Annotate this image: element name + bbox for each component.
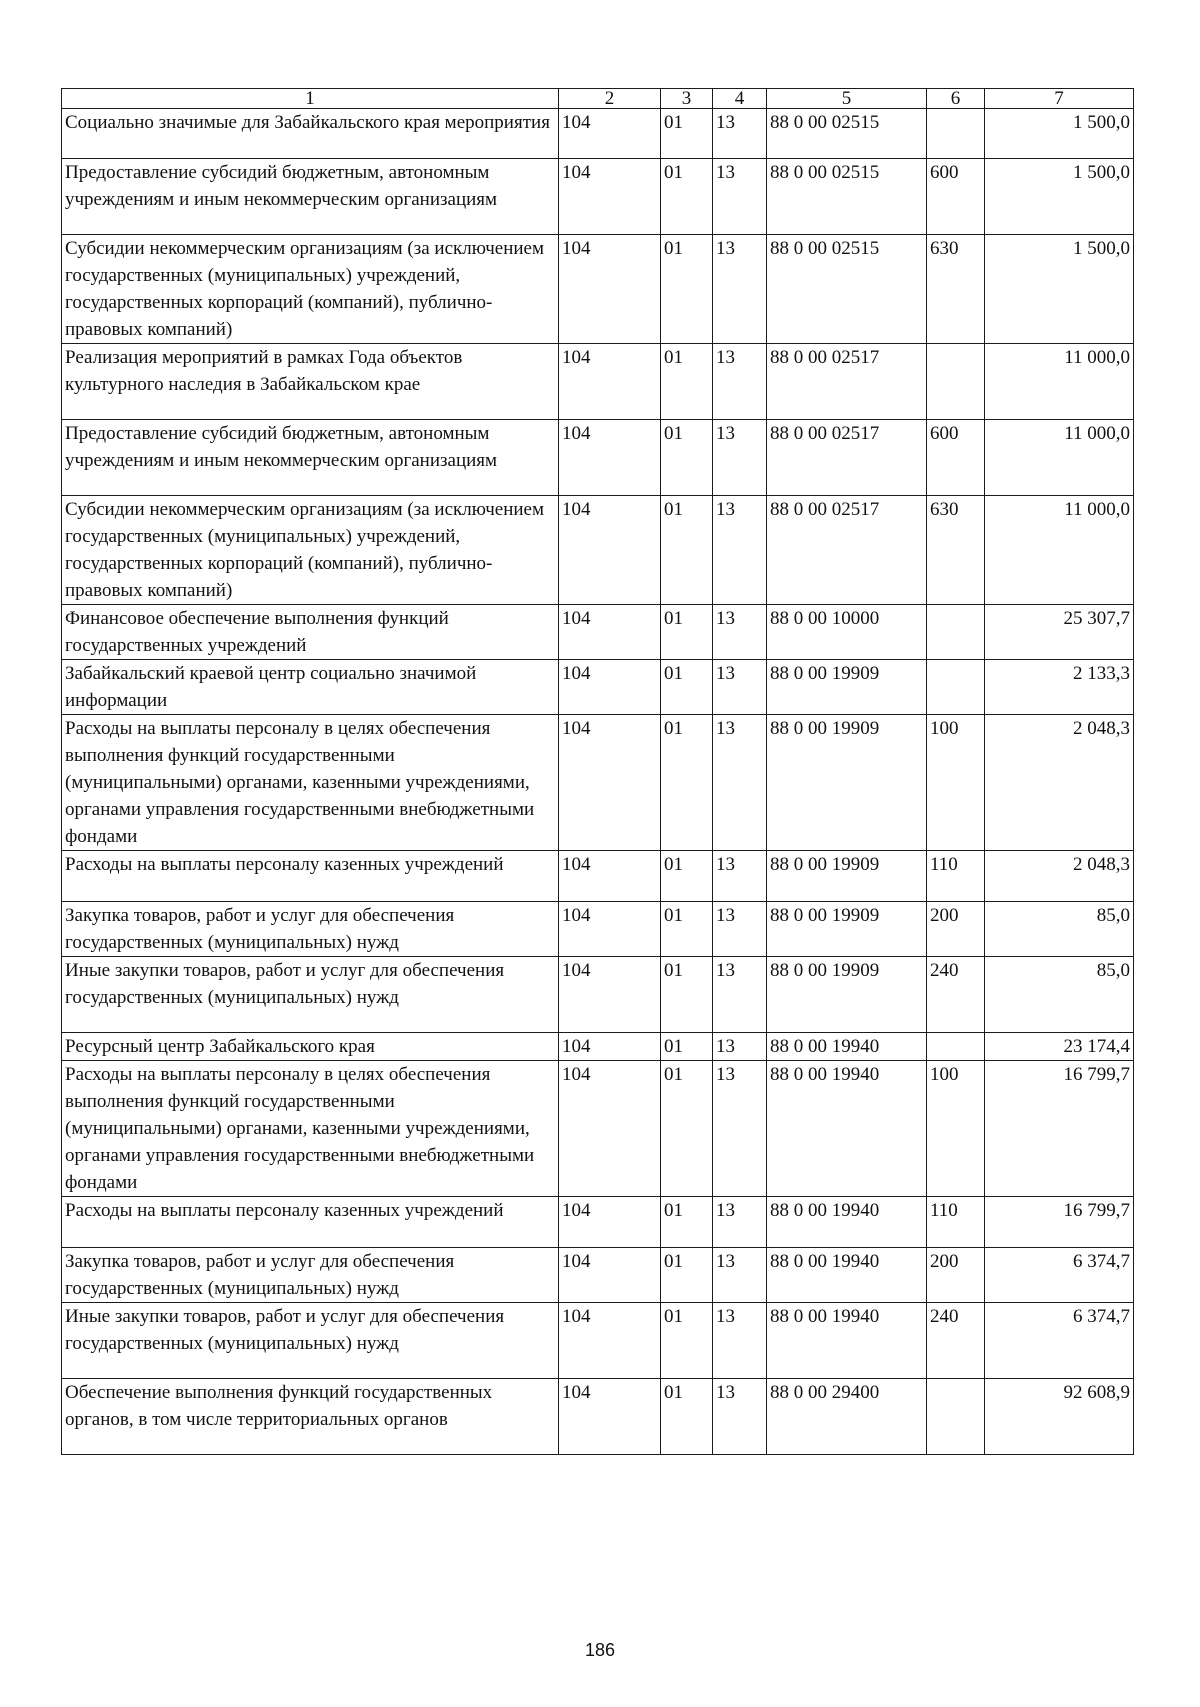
subsection-detail-cell: 13: [713, 159, 767, 235]
amount-cell: 85,0: [985, 957, 1134, 1033]
subsection-code-cell: 01: [661, 660, 713, 715]
expense-type-cell: [927, 660, 985, 715]
row-name-cell: Предоставление субсидий бюджетным, автономным учреждениям и иным некоммерческим организациям: [62, 420, 559, 496]
subsection-code-cell: 01: [661, 1033, 713, 1061]
target-article-cell: 88 0 00 19909: [767, 660, 927, 715]
target-article-cell: 88 0 00 02515: [767, 159, 927, 235]
table-row: [62, 109, 1134, 159]
subsection-detail-cell: 13: [713, 660, 767, 715]
table-row: [62, 1197, 1134, 1248]
target-article-cell: 88 0 00 02517: [767, 496, 927, 605]
table-header-row: [62, 89, 1134, 109]
amount-cell: 25 307,7: [985, 605, 1134, 660]
header-cell: 1: [62, 89, 559, 109]
subsection-detail-cell: 13: [713, 1197, 767, 1248]
amount-cell: 1 500,0: [985, 235, 1134, 344]
expense-type-cell: [927, 1033, 985, 1061]
expense-type-cell: [927, 605, 985, 660]
section-code-cell: 104: [559, 1379, 661, 1455]
section-code-cell: 104: [559, 159, 661, 235]
target-article-cell: 88 0 00 19940: [767, 1061, 927, 1197]
subsection-detail-cell: 13: [713, 109, 767, 159]
subsection-code-cell: 01: [661, 605, 713, 660]
row-name-cell: Забайкальский краевой центр социально значимой информации: [62, 660, 559, 715]
target-article-cell: 88 0 00 19909: [767, 715, 927, 851]
target-article-cell: 88 0 00 19909: [767, 902, 927, 957]
table-row: [62, 957, 1134, 1033]
row-name-cell: Иные закупки товаров, работ и услуг для обеспечения государственных (муниципальных) нужд: [62, 957, 559, 1033]
target-article-cell: 88 0 00 29400: [767, 1379, 927, 1455]
subsection-detail-cell: 13: [713, 1379, 767, 1455]
section-code-cell: 104: [559, 1033, 661, 1061]
target-article-cell: 88 0 00 19940: [767, 1303, 927, 1379]
table-row: [62, 660, 1134, 715]
header-cell: 2: [559, 89, 661, 109]
amount-cell: 16 799,7: [985, 1061, 1134, 1197]
subsection-detail-cell: 13: [713, 420, 767, 496]
target-article-cell: 88 0 00 19940: [767, 1197, 927, 1248]
subsection-detail-cell: 13: [713, 1248, 767, 1303]
subsection-detail-cell: 13: [713, 344, 767, 420]
amount-cell: 2 133,3: [985, 660, 1134, 715]
section-code-cell: 104: [559, 344, 661, 420]
subsection-detail-cell: 13: [713, 1033, 767, 1061]
page-number: 186: [584, 1640, 616, 1660]
table-row: [62, 159, 1134, 235]
row-name-cell: Расходы на выплаты персоналу казенных учреждений: [62, 851, 559, 902]
amount-cell: 6 374,7: [985, 1248, 1134, 1303]
target-article-cell: 88 0 00 10000: [767, 605, 927, 660]
expense-type-cell: 240: [927, 957, 985, 1033]
section-code-cell: 104: [559, 660, 661, 715]
expense-type-cell: [927, 344, 985, 420]
section-code-cell: 104: [559, 1303, 661, 1379]
target-article-cell: 88 0 00 19909: [767, 851, 927, 902]
section-code-cell: 104: [559, 851, 661, 902]
table-row: [62, 344, 1134, 420]
amount-cell: 16 799,7: [985, 1197, 1134, 1248]
header-cell: 4: [713, 89, 767, 109]
subsection-code-cell: 01: [661, 851, 713, 902]
amount-cell: 11 000,0: [985, 344, 1134, 420]
amount-cell: 2 048,3: [985, 851, 1134, 902]
row-name-cell: Обеспечение выполнения функций государственных органов, в том числе территориальных органов: [62, 1379, 559, 1455]
target-article-cell: 88 0 00 19940: [767, 1033, 927, 1061]
table-row: [62, 1061, 1134, 1197]
subsection-detail-cell: 13: [713, 851, 767, 902]
expense-type-cell: 630: [927, 235, 985, 344]
section-code-cell: 104: [559, 902, 661, 957]
table-row: [62, 851, 1134, 902]
row-name-cell: Закупка товаров, работ и услуг для обеспечения государственных (муниципальных) нужд: [62, 902, 559, 957]
subsection-detail-cell: 13: [713, 1061, 767, 1197]
row-name-cell: Субсидии некоммерческим организациям (за исключением государственных (муниципальных) учреждений, государственных корпораций (компаний), публично-правовых компаний): [62, 496, 559, 605]
amount-cell: 92 608,9: [985, 1379, 1134, 1455]
subsection-code-cell: 01: [661, 235, 713, 344]
section-code-cell: 104: [559, 957, 661, 1033]
target-article-cell: 88 0 00 02517: [767, 344, 927, 420]
header-cell: 6: [927, 89, 985, 109]
amount-cell: 1 500,0: [985, 159, 1134, 235]
amount-cell: 11 000,0: [985, 420, 1134, 496]
subsection-code-cell: 01: [661, 902, 713, 957]
subsection-detail-cell: 13: [713, 496, 767, 605]
expense-type-cell: 110: [927, 1197, 985, 1248]
subsection-detail-cell: 13: [713, 715, 767, 851]
target-article-cell: 88 0 00 02515: [767, 235, 927, 344]
subsection-code-cell: 01: [661, 1248, 713, 1303]
section-code-cell: 104: [559, 1248, 661, 1303]
expense-type-cell: 200: [927, 902, 985, 957]
header-cell: 3: [661, 89, 713, 109]
amount-cell: 1 500,0: [985, 109, 1134, 159]
target-article-cell: 88 0 00 02517: [767, 420, 927, 496]
subsection-detail-cell: 13: [713, 605, 767, 660]
section-code-cell: 104: [559, 109, 661, 159]
table-row: [62, 420, 1134, 496]
target-article-cell: 88 0 00 19909: [767, 957, 927, 1033]
section-code-cell: 104: [559, 496, 661, 605]
row-name-cell: Субсидии некоммерческим организациям (за исключением государственных (муниципальных) учреждений, государственных корпораций (компаний), публично-правовых компаний): [62, 235, 559, 344]
section-code-cell: 104: [559, 420, 661, 496]
header-cell: 5: [767, 89, 927, 109]
table-row: [62, 715, 1134, 851]
amount-cell: 23 174,4: [985, 1033, 1134, 1061]
row-name-cell: Расходы на выплаты персоналу в целях обеспечения выполнения функций государственными (муниципальными) органами, казенными учреждениями, органами управления государственными внебюджетными фондами: [62, 715, 559, 851]
expense-type-cell: 200: [927, 1248, 985, 1303]
table-row: [62, 1303, 1134, 1379]
table-row: [62, 1248, 1134, 1303]
row-name-cell: Закупка товаров, работ и услуг для обеспечения государственных (муниципальных) нужд: [62, 1248, 559, 1303]
subsection-code-cell: 01: [661, 1197, 713, 1248]
table-row: [62, 235, 1134, 344]
amount-cell: 85,0: [985, 902, 1134, 957]
row-name-cell: Иные закупки товаров, работ и услуг для обеспечения государственных (муниципальных) нужд: [62, 1303, 559, 1379]
row-name-cell: Расходы на выплаты персоналу казенных учреждений: [62, 1197, 559, 1248]
amount-cell: 6 374,7: [985, 1303, 1134, 1379]
expense-type-cell: 600: [927, 159, 985, 235]
subsection-detail-cell: 13: [713, 1303, 767, 1379]
row-name-cell: Социально значимые для Забайкальского края мероприятия: [62, 109, 559, 159]
expense-type-cell: 240: [927, 1303, 985, 1379]
row-name-cell: Ресурсный центр Забайкальского края: [62, 1033, 559, 1061]
table-row: [62, 496, 1134, 605]
subsection-detail-cell: 13: [713, 902, 767, 957]
target-article-cell: 88 0 00 19940: [767, 1248, 927, 1303]
section-code-cell: 104: [559, 1197, 661, 1248]
expense-type-cell: 100: [927, 715, 985, 851]
subsection-code-cell: 01: [661, 957, 713, 1033]
amount-cell: 11 000,0: [985, 496, 1134, 605]
expense-type-cell: 600: [927, 420, 985, 496]
expense-type-cell: 110: [927, 851, 985, 902]
section-code-cell: 104: [559, 235, 661, 344]
subsection-code-cell: 01: [661, 159, 713, 235]
amount-cell: 2 048,3: [985, 715, 1134, 851]
section-code-cell: 104: [559, 715, 661, 851]
table-row: [62, 1033, 1134, 1061]
subsection-code-cell: 01: [661, 344, 713, 420]
budget-table: [61, 88, 1134, 1455]
subsection-detail-cell: 13: [713, 957, 767, 1033]
subsection-code-cell: 01: [661, 1303, 713, 1379]
row-name-cell: Предоставление субсидий бюджетным, автономным учреждениям и иным некоммерческим организациям: [62, 159, 559, 235]
table-row: [62, 605, 1134, 660]
subsection-code-cell: 01: [661, 496, 713, 605]
table-row: [62, 902, 1134, 957]
row-name-cell: Финансовое обеспечение выполнения функций государственных учреждений: [62, 605, 559, 660]
section-code-cell: 104: [559, 1061, 661, 1197]
expense-type-cell: [927, 1379, 985, 1455]
expense-type-cell: 100: [927, 1061, 985, 1197]
expense-type-cell: [927, 109, 985, 159]
subsection-detail-cell: 13: [713, 235, 767, 344]
row-name-cell: Реализация мероприятий в рамках Года объектов культурного наследия в Забайкальском крае: [62, 344, 559, 420]
subsection-code-cell: 01: [661, 420, 713, 496]
subsection-code-cell: 01: [661, 1061, 713, 1197]
subsection-code-cell: 01: [661, 1379, 713, 1455]
header-cell: 7: [985, 89, 1134, 109]
expense-type-cell: 630: [927, 496, 985, 605]
section-code-cell: 104: [559, 605, 661, 660]
row-name-cell: Расходы на выплаты персоналу в целях обеспечения выполнения функций государственными (муниципальными) органами, казенными учреждениями, органами управления государственными внебюджетными фондами: [62, 1061, 559, 1197]
table-row: [62, 1379, 1134, 1455]
subsection-code-cell: 01: [661, 109, 713, 159]
target-article-cell: 88 0 00 02515: [767, 109, 927, 159]
subsection-code-cell: 01: [661, 715, 713, 851]
